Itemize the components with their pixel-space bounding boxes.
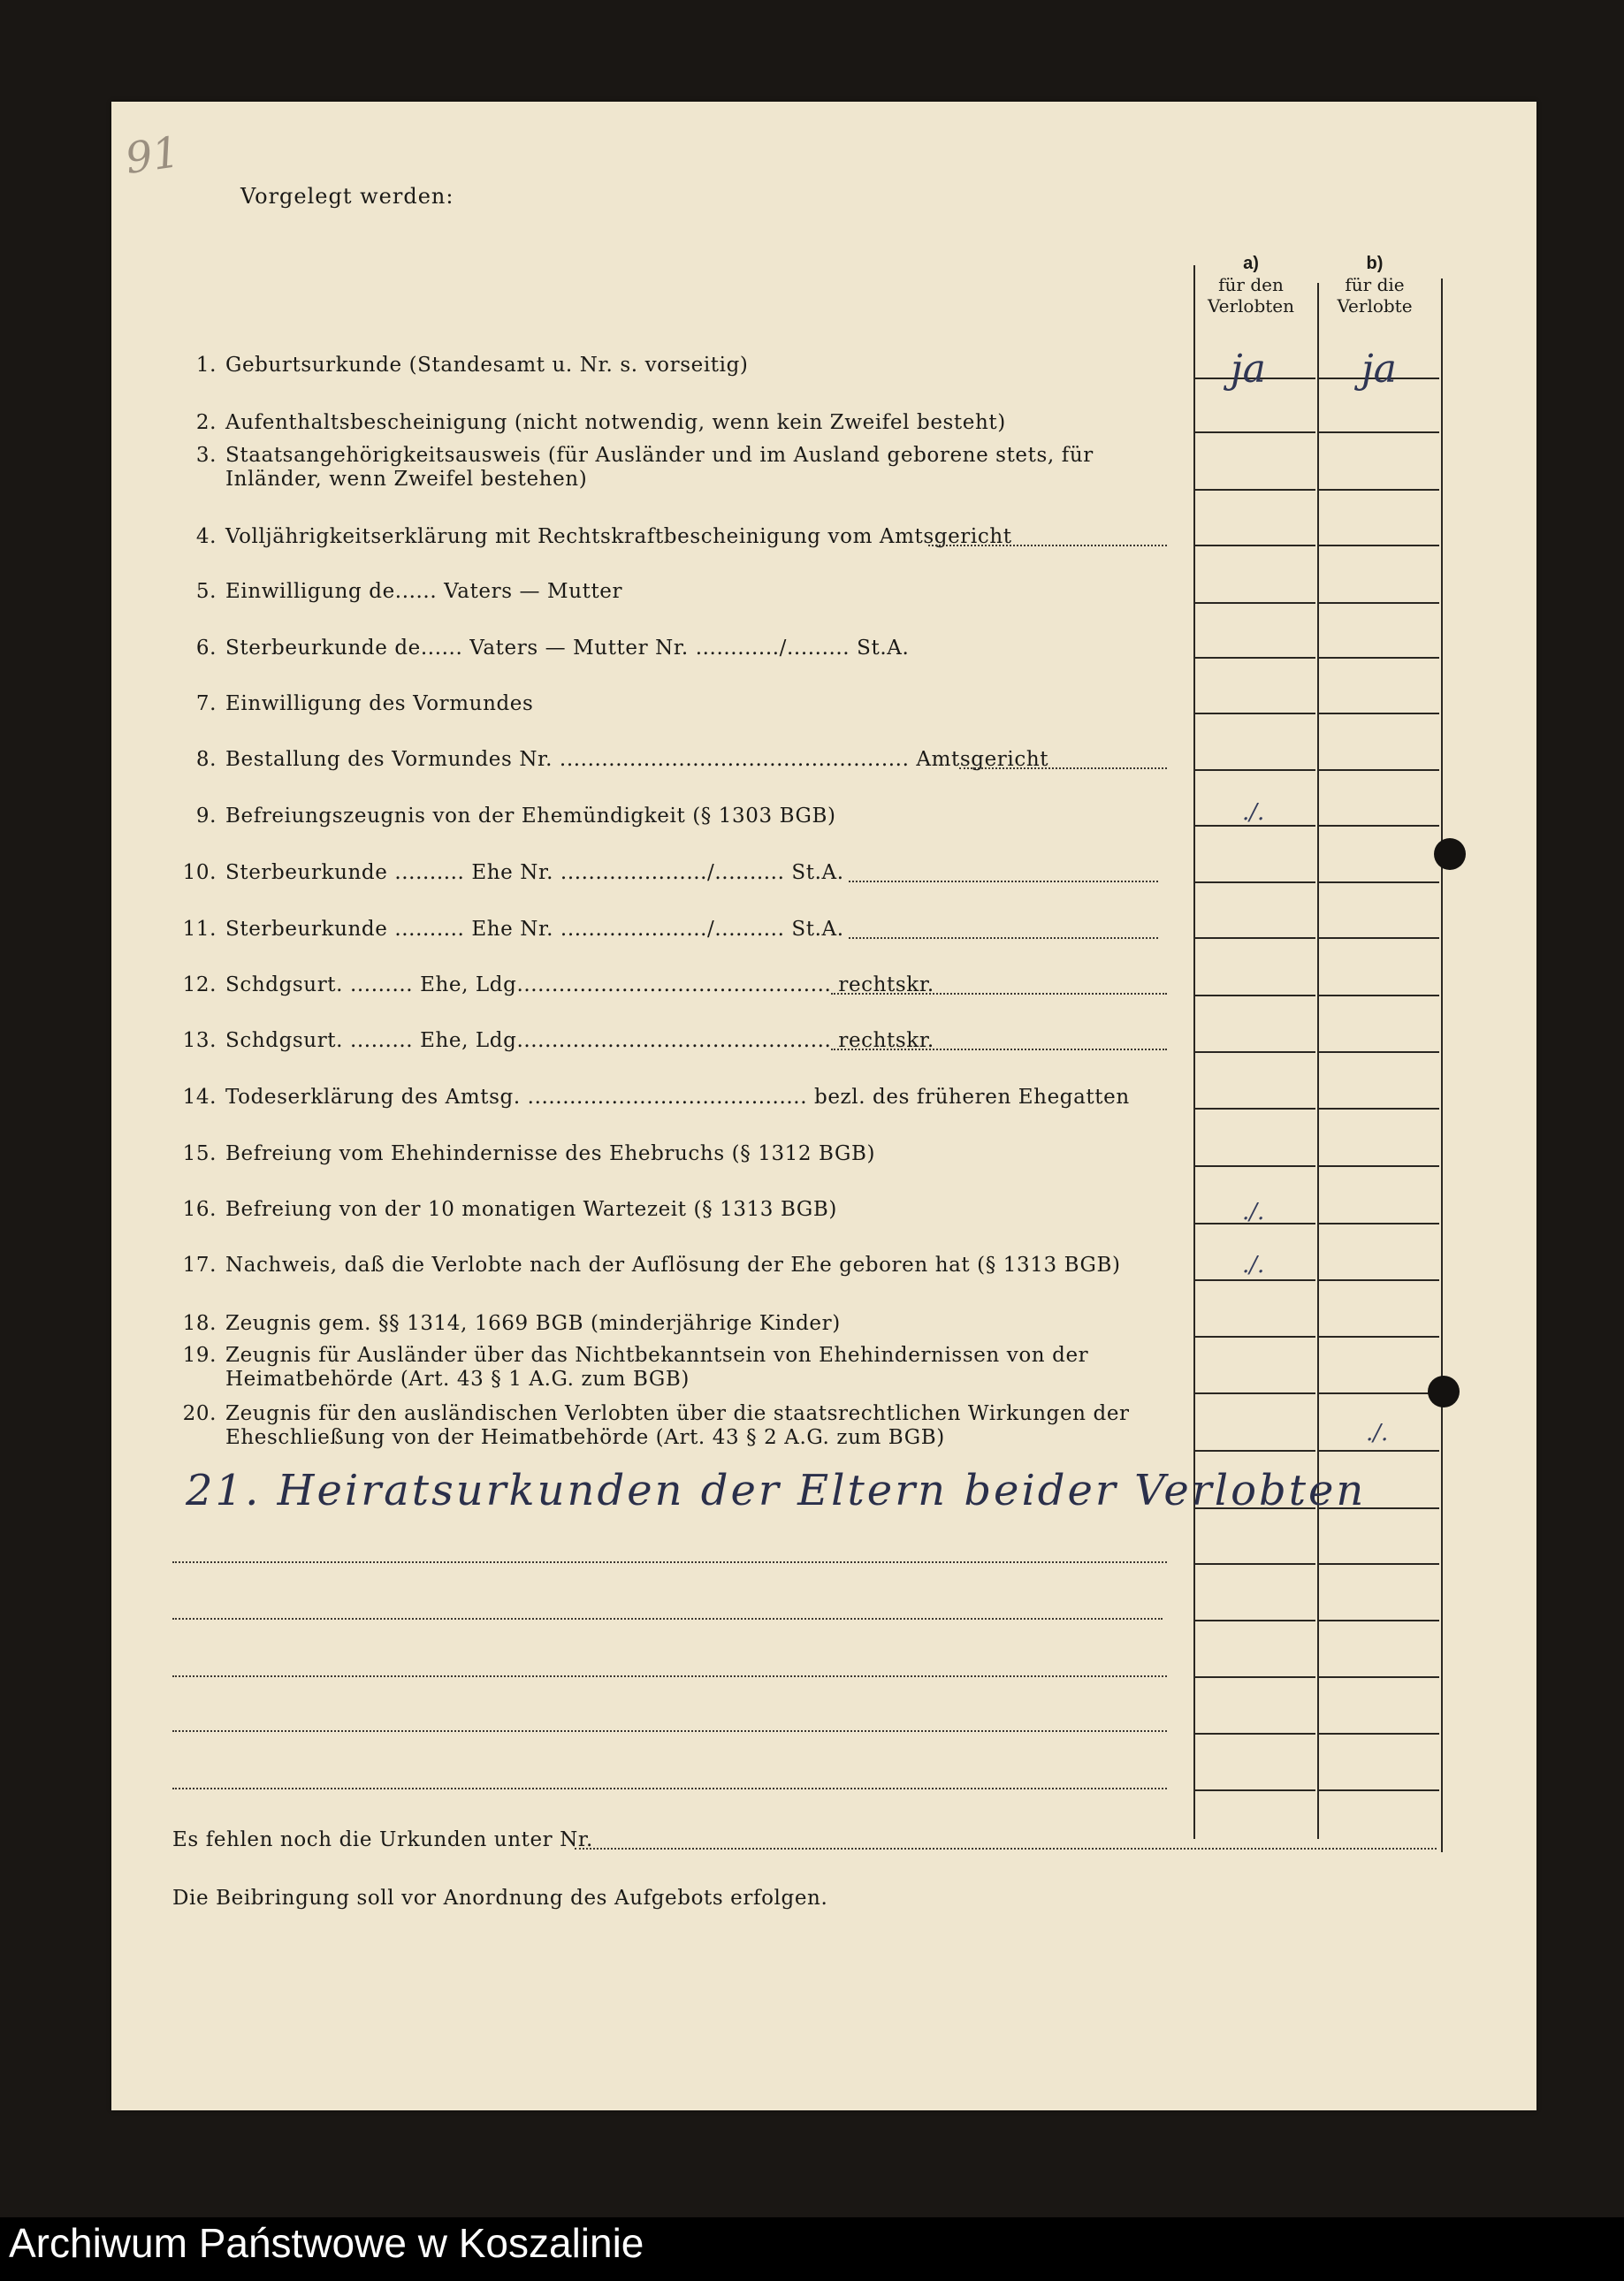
column-a-letter: a) (1243, 254, 1259, 273)
dotted-leader (172, 1675, 1167, 1677)
cell-line (1319, 1676, 1439, 1678)
column-b-header (1317, 253, 1432, 317)
dotted-leader (831, 1049, 1167, 1050)
cell-line (1319, 489, 1439, 491)
cell-line (1195, 1279, 1315, 1281)
cell-line (1319, 1051, 1439, 1053)
list-item: 6. Sterbeurkunde de...... Vaters — Mutter Nr. ............/......... St.A. (195, 637, 910, 660)
list-item: 15. Befreiung vom Ehehindernisse des Ehebruchs (§ 1312 BGB) (182, 1142, 876, 1165)
cell-line (1319, 1563, 1439, 1565)
entry-item1-a: ja (1231, 347, 1266, 392)
cell-line (1319, 657, 1439, 659)
list-item: 19. Zeugnis für Ausländer über das Nichtbekanntsein von Ehehindernissen von der Heimatbehörde (Art. 43 § 1 A.G. zum BGB) (182, 1344, 1089, 1391)
column-b-line2: Verlobte (1337, 295, 1413, 317)
cell-line (1319, 713, 1439, 714)
entry-item9-a: ./. (1242, 799, 1265, 826)
list-item: 11. Sterbeurkunde .......... Ehe Nr. ...................../.......... St.A. (182, 918, 844, 941)
cell-line (1319, 1108, 1439, 1110)
cell-line (1319, 545, 1439, 546)
cell-line (1195, 1165, 1315, 1167)
cell-line (1195, 1563, 1315, 1565)
list-item: 8. Bestallung des Vormundes Nr. .................................................. Amtsgericht (195, 748, 1049, 771)
cell-line (1319, 881, 1439, 883)
list-item: 14. Todeserklärung des Amtsg. ........................................ bezl. des früheren Ehegatten (182, 1086, 1130, 1109)
list-item: 12. Schdgsurt. ......... Ehe, Ldg............................................. rechtskr. (182, 973, 934, 996)
missing-documents-line: Es fehlen noch die Urkunden unter Nr. (172, 1828, 593, 1851)
list-item: 2. Aufenthaltsbescheinigung (nicht notwendig, wenn kein Zweifel besteht) (195, 411, 1006, 434)
cell-line (1195, 489, 1315, 491)
cell-line (1319, 1165, 1439, 1167)
intro-heading: Vorgelegt werden: (240, 184, 454, 209)
list-item: 5. Einwilligung de...... Vaters — Mutter (195, 580, 623, 603)
list-item: 7. Einwilligung des Vormundes (195, 692, 534, 715)
cell-line (1195, 769, 1315, 771)
column-rule-right (1441, 278, 1443, 1852)
column-b-line1: für die (1345, 274, 1405, 295)
column-a-line1: für den (1218, 274, 1284, 295)
closing-statement: Die Beibringung soll vor Anordnung des Aufgebots erfolgen. (172, 1887, 828, 1910)
cell-line (1319, 1450, 1439, 1452)
cell-line (1195, 995, 1315, 996)
cell-line (1195, 545, 1315, 546)
cell-line (1319, 1392, 1439, 1394)
list-item: 18. Zeugnis gem. §§ 1314, 1669 BGB (minderjährige Kinder) (182, 1312, 841, 1335)
column-rule-middle (1317, 283, 1319, 1839)
cell-line (1319, 1789, 1439, 1791)
cell-line (1195, 602, 1315, 604)
list-item: 13. Schdgsurt. ......... Ehe, Ldg............................................. rechtskr. (182, 1029, 934, 1052)
cell-line (1195, 1392, 1315, 1394)
cell-line (1319, 1336, 1439, 1338)
dotted-leader (172, 1788, 1167, 1789)
cell-line (1319, 1620, 1439, 1621)
cell-line (1195, 1450, 1315, 1452)
list-item: 1. Geburtsurkunde (Standesamt u. Nr. s. vorseitig) (195, 354, 749, 377)
entry-item17-a: ./. (1242, 1252, 1265, 1278)
cell-line (1319, 1223, 1439, 1224)
page-number: 91 (122, 127, 183, 184)
cell-line (1319, 825, 1439, 827)
entry-item20-b: ./. (1366, 1420, 1389, 1446)
dotted-leader (172, 1561, 1167, 1563)
list-item: 3. Staatsangehörigkeitsausweis (für Ausländer und im Ausland geborene stets, für Inländer, wenn Zweifel bestehen) (195, 444, 1094, 491)
dotted-leader (928, 545, 1167, 546)
cell-line (1195, 1620, 1315, 1621)
list-item: 17. Nachweis, daß die Verlobte nach der Auflösung der Ehe geboren hat (§ 1313 BGB) (182, 1254, 1121, 1277)
cell-line (1195, 1108, 1315, 1110)
column-a-line2: Verlobten (1208, 295, 1294, 317)
dotted-leader (172, 1730, 1167, 1732)
cell-line (1319, 1279, 1439, 1281)
cell-line (1319, 1733, 1439, 1735)
list-item: 20. Zeugnis für den ausländischen Verlobten über die staatsrechtlichen Wirkungen der Eheschließung von der Heimatbehörde (Art. 43 § 2 A.G. zum BGB) (182, 1402, 1130, 1449)
cell-line (1319, 769, 1439, 771)
dotted-leader (831, 993, 1167, 995)
punch-hole (1428, 1376, 1460, 1408)
dotted-leader (849, 881, 1158, 882)
cell-line (1319, 995, 1439, 996)
cell-line (1195, 1336, 1315, 1338)
entry-item16-a: ./. (1242, 1199, 1265, 1225)
cell-line (1195, 657, 1315, 659)
cell-line (1195, 431, 1315, 433)
dotted-leader (959, 767, 1167, 769)
dotted-leader (575, 1848, 1437, 1850)
cell-line (1195, 1733, 1315, 1735)
cell-line (1195, 713, 1315, 714)
entry-item1-b: ja (1361, 347, 1397, 392)
cell-line (1195, 881, 1315, 883)
list-item: 16. Befreiung von der 10 monatigen Wartezeit (§ 1313 BGB) (182, 1198, 837, 1221)
punch-hole (1434, 838, 1466, 870)
list-item: 4. Volljährigkeitserklärung mit Rechtskraftbescheinigung vom Amtsgericht (195, 525, 1012, 548)
list-item: 10. Sterbeurkunde .......... Ehe Nr. ...................../.......... St.A. (182, 861, 844, 884)
column-a-header (1193, 253, 1308, 317)
cell-line (1195, 937, 1315, 939)
cell-line (1195, 1051, 1315, 1053)
dotted-leader (849, 937, 1158, 939)
archive-label: Archiwum Państwowe w Koszalinie (9, 2220, 644, 2266)
cell-line (1195, 1789, 1315, 1791)
dotted-leader (172, 1618, 1163, 1620)
handwritten-item-21: 21. Heiratsurkunden der Eltern beider Verlobten (186, 1466, 1367, 1515)
cell-line (1319, 431, 1439, 433)
cell-line (1319, 602, 1439, 604)
list-item: 9. Befreiungszeugnis von der Ehemündigkeit (§ 1303 BGB) (195, 805, 836, 828)
column-b-letter: b) (1366, 254, 1384, 273)
cell-line (1319, 937, 1439, 939)
cell-line (1195, 1676, 1315, 1678)
